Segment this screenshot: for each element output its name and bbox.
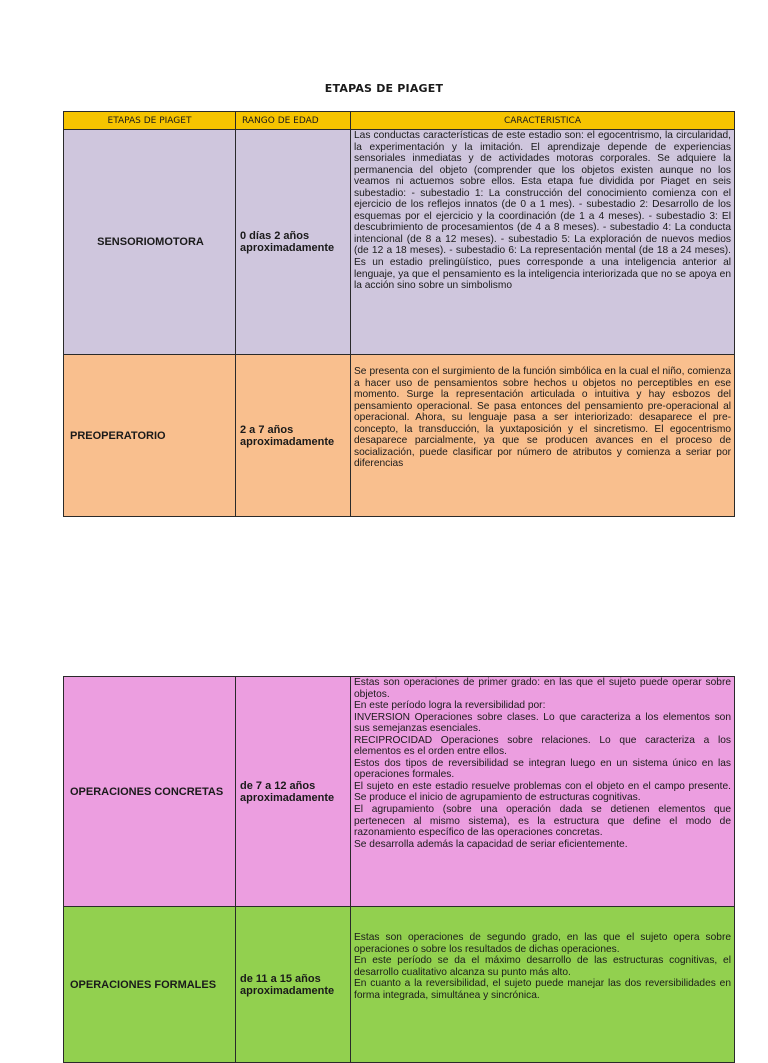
table-row	[64, 130, 735, 355]
stage-name: PREOPERATORIO	[64, 355, 236, 517]
stage-age: 0 días 2 años aproximadamente	[236, 130, 351, 355]
stage-age: de 11 a 15 años aproximadamente	[236, 907, 351, 1063]
stage-age: de 7 a 12 años aproximadamente	[236, 677, 351, 907]
stage-description: Se presenta con el surgimiento de la función simbólica en la cual el niño, comienza a hacer uso de pensamientos sobre hechos u objetos no perceptibles en ese momento. Surge la representación articulada o intuitiva y hay esbozos del pensamiento operacional. Se pasa entonces del pensamiento pre-operacional al operacional. Ahora, su lenguaje pasa a ser interiorizado: desaparece el pre-concepto, la transducción, la yuxtaposición y el sincretismo. El egocentrismo desaparece parcialmente, ya que se producen avances en el proceso de socialización, puede clasificar por número de atributos y comienza a seriar por diferencias	[351, 355, 735, 517]
stage-description: Estas son operaciones de segundo grado, en las que el sujeto opera sobre operaciones o sobre los resultados de dichas operaciones. En este período se da el máximo desarrollo de las estructuras cognitivas, el desarrollo cualitativo alcanza su punto más alto. En cuanto a la reversibilidad, el sujeto puede manejar las dos reversibilidades en forma integrada, simultánea y sincrónica.	[351, 907, 735, 1063]
table-row	[64, 677, 735, 907]
table-header-row	[64, 112, 735, 130]
header-stage: ETAPAS DE PIAGET	[64, 112, 236, 130]
table-row	[64, 907, 735, 1063]
document-title: ETAPAS DE PIAGET	[324, 82, 444, 95]
stage-age: 2 a 7 años aproximadamente	[236, 355, 351, 517]
piaget-stages-table-continued	[63, 676, 735, 1063]
stage-name: OPERACIONES FORMALES	[64, 907, 236, 1063]
header-characteristic: CARACTERISTICA	[351, 112, 735, 130]
stage-name: OPERACIONES CONCRETAS	[64, 677, 236, 907]
stage-description: Estas son operaciones de primer grado: en las que el sujeto puede operar sobre objetos. En este período logra la reversibilidad por: INVERSION Operaciones sobre clases. Lo que caracteriza a los elementos son sus semejanzas esenciales. RECIPROCIDAD Operaciones sobre relaciones. Lo que caracteriza a los elementos es el orden entre ellos. Estos dos tipos de reversibilidad se integran luego en un sistema único en las operaciones formales. El sujeto en este estadio resuelve problemas con el objeto en el campo presente. Se produce el inicio de agrupamiento de estructuras cognitivas. El agrupamiento (sobre una operación dada se detienen elementos que pertenecen al mismo sistema), es la estructura que define el modo de razonamiento específico de las operaciones concretas. Se desarrolla además la capacidad de seriar eficientemente.	[351, 677, 735, 907]
header-age-range: RANGO DE EDAD	[236, 112, 351, 130]
table-row	[64, 355, 735, 517]
stage-name: SENSORIOMOTORA	[64, 130, 236, 355]
stage-description: Las conductas características de este estadio son: el egocentrismo, la circularidad, la experimentación y la imitación. El aprendizaje depende de experiencias sensoriales inmediatas y de actividades motoras corporales. Se adquiere la permanencia del objeto (comprender que los objetos existen aunque no los veamos ni actuemos sobre ellos. Esta etapa fue dividida por Piaget en seis subestadio: - subestadio 1: La construcción del conocimiento comienza con el ejercicio de los reflejos innatos (de 0 a 1 mes). - subestadio 2: Desarrollo de los esquemas por el ejercicio y la coordinación (de 1 a 4 meses). - subestadio 3: El descubrimiento de procesamientos (de 4 a 8 meses). - subestadio 4: La conducta intencional (de 8 a 12 meses). - subestadio 5: La exploración de nuevos medios (de 12 a 18 meses). - subestadio 6: La representación mental (de 18 a 24 meses). Es un estadio prelingüístico, pues corresponde a una inteligencia anterior al lenguaje, ya que el pensamiento es la inteligencia interiorizada que no se apoya en la acción sino sobre un simbolismo	[351, 130, 735, 355]
piaget-stages-table	[63, 111, 735, 517]
